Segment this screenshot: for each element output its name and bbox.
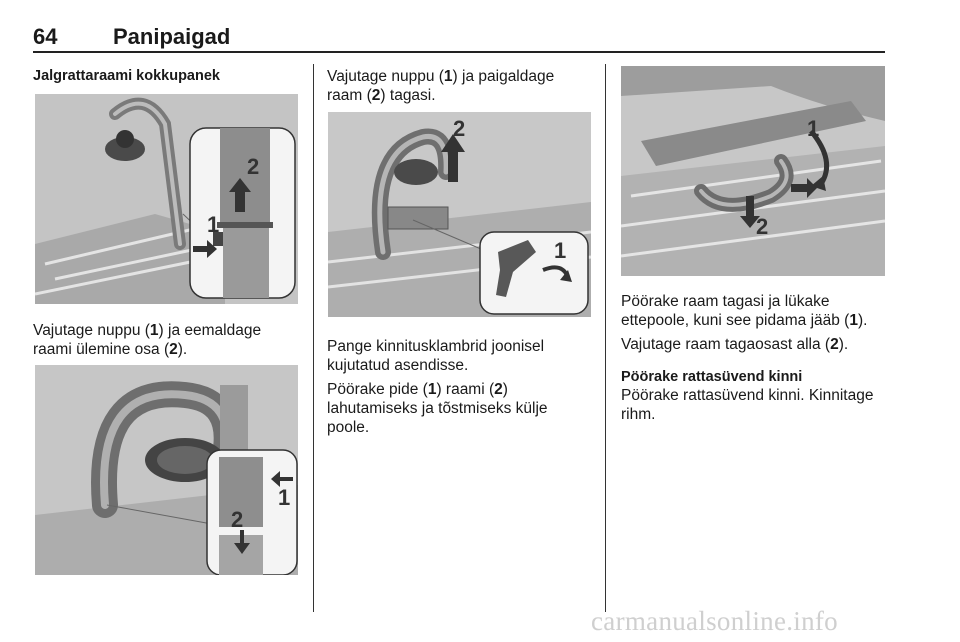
header-rule xyxy=(33,51,885,53)
figure-frame-bracket-detail xyxy=(35,365,298,575)
column-divider-2 xyxy=(605,64,606,612)
figure-turn-frame-back xyxy=(621,66,885,276)
paragraph-press-frame-down: Vajutage raam tagaosast alla (2). xyxy=(621,336,849,353)
callout-1-label: 1 xyxy=(207,212,220,237)
callout-2-label: 2 xyxy=(231,507,244,532)
figure-press-button-remove-frame xyxy=(35,94,298,304)
paragraph-press-button-reinstall: Vajutage nuppu (1) ja paigaldage raam (2) tagasi. xyxy=(327,68,555,104)
paragraph-press-button-remove: Vajutage nuppu (1) ja eemaldage raami ülemine osa (2). xyxy=(33,322,262,358)
callout-1-label: 1 xyxy=(807,116,820,141)
watermark: carmanualsonline.info xyxy=(591,606,838,636)
paragraph-turn-handle: Pöörake pide (1) raami (2) lahutamiseks ja tõstmiseks külje poole. xyxy=(327,381,548,436)
callout-2-label: 2 xyxy=(756,214,769,239)
figure-reinstall-frame xyxy=(328,112,591,317)
page-number: 64 xyxy=(33,24,58,49)
section-heading-close-wheel-well: Pöörake rattasüvend kinni xyxy=(621,369,803,385)
callout-2-label: 2 xyxy=(453,116,466,141)
page-title: Panipaigad xyxy=(113,24,231,49)
paragraph-turn-frame-back: Pöörake raam tagasi ja lükake ettepoole, kuni see pidama jääb (1). xyxy=(621,293,868,329)
callout-2-label: 2 xyxy=(247,154,260,179)
callout-1-label: 1 xyxy=(278,485,291,510)
paragraph-clamp-position: Pange kinnitusklambrid joonisel kujutatud asendisse. xyxy=(327,338,545,374)
section-heading-assembly: Jalgrattaraami kokkupanek xyxy=(33,68,220,84)
callout-1-label: 1 xyxy=(554,238,567,263)
paragraph-close-wheel-well: Pöörake rattasüvend kinni. Kinnitage rihm. xyxy=(621,387,874,423)
column-divider-1 xyxy=(313,64,314,612)
